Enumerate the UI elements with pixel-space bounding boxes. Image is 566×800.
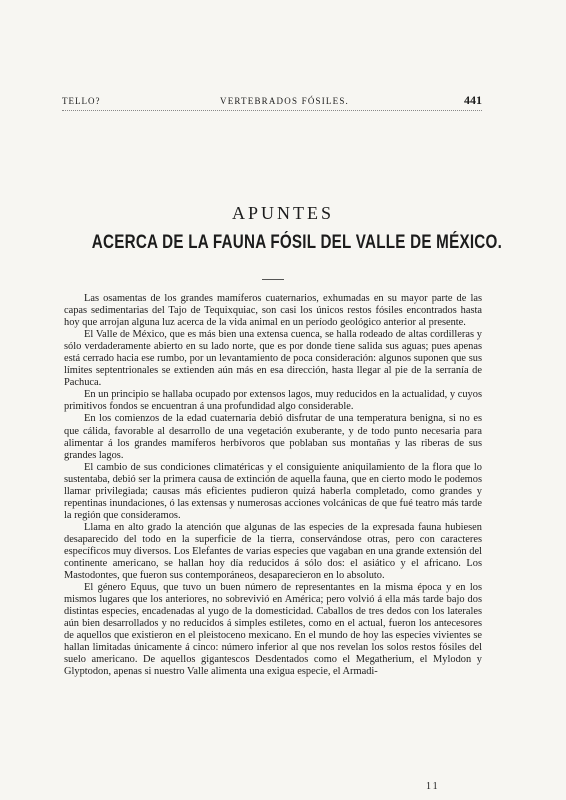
paragraph: Llama en alto grado la atención que algunas de las especies de la expresada fauna hubiesen desaparecido del todo en la superficie de la tierra, conservándose otras, pero con caracteres específicos muy diversos. Los Elefantes de varias especies que vagaban en una grande extensión del continente americano, se hallan hoy día reducidos á sólo dos: el asiático y el africano. Los Mastodontes, que fueron sus contemporáneos, desaparecieron en lo absoluto.	[64, 521, 482, 582]
title-divider	[262, 279, 284, 280]
paragraph: El cambio de sus condiciones climatéricas y el consiguiente aniquilamiento de la flora que lo sustentaba, debió ser la primera causa de extinción de aquella fauna, que en cierto modo le podemos llamar privilegiada; causas más eficientes pudieron quizá haberla completado, como grandes y repentinas inundaciones, ó las extensas y numerosas acciones volcánicas de que fué teatro más tarde la región que consideramos.	[64, 461, 482, 521]
running-head-title: VERTEBRADOS FÓSILES.	[220, 96, 349, 106]
article-title-top: APUNTES	[231, 203, 334, 223]
paragraph: Las osamentas de los grandes mamíferos cuaternarios, exhumadas en su mayor parte de las capas sedimentarias del Tajo de Tequixquiac, son casi los únicos restos fósiles encontrados hasta hoy que arrojan alguna luz acerca de la vida animal en un período geológico anterior al presente.	[64, 293, 482, 329]
signature-mark: 11	[426, 781, 440, 792]
paragraph: El Valle de México, que es más bien una extensa cuenca, se halla rodeado de altas cordilleras y sólo verdaderamente abierto en su lado norte, que es por donde tiene salida sus aguas; pues apenas está cerrado hacia ese rumbo, por un levantamiento de poca consideración: algunos suponen que sus límites septentrionales se extienden aún más en esa dirección, hasta llegar al pie de la serranía de Pachuca.	[64, 329, 482, 389]
paragraph: En los comienzos de la edad cuaternaria debió disfrutar de una temperatura benigna, si no es que cálida, favorable al desarrollo de una vegetación exuberante, y de todo punto necesaria para alimentar á los grandes mamíferos herbívoros que poblaban sus montañas y las riberas de sus grandes lagos.	[64, 413, 482, 461]
body-text	[64, 293, 482, 679]
page-number: 441	[464, 93, 482, 107]
paragraph: En un principio se hallaba ocupado por extensos lagos, muy reducidos en la actualidad, y cuyos primitivos fondos se encuentran á una profundidad algo considerable.	[64, 389, 482, 413]
article-title-main: ACERCA DE LA FAUNA FÓSIL DEL VALLE DE MÉXICO.	[91, 232, 503, 253]
paragraph: El género Equus, que tuvo un buen número de representantes en la misma época y en los mismos lugares que los anteriores, no sobrevivió en América; pero volvió á ella más tarde bajo dos distintas especies, encadenadas al yugo de la domesticidad. Caballos de tres dedos con los laterales aún bien desarrollados y no reducidos á simples estiletes, como en el actual, fueron los antecesores de aquellos que existieron en el pleistoceno mexicano. En el mundo de hoy las especies vivientes se hallan limitadas únicamente á cinco: número inferior al que nos revelan los solos restos fósiles del suelo americano. De aquellos gigantescos Desdentados como el Megatherium, el Mylodon y Glyptodon, apenas si nuestro Valle alimenta una exigua especie, el Armadi-	[64, 582, 482, 678]
header-rule	[62, 110, 482, 111]
running-head-left: TELLO?	[62, 96, 101, 106]
running-head	[62, 93, 482, 107]
